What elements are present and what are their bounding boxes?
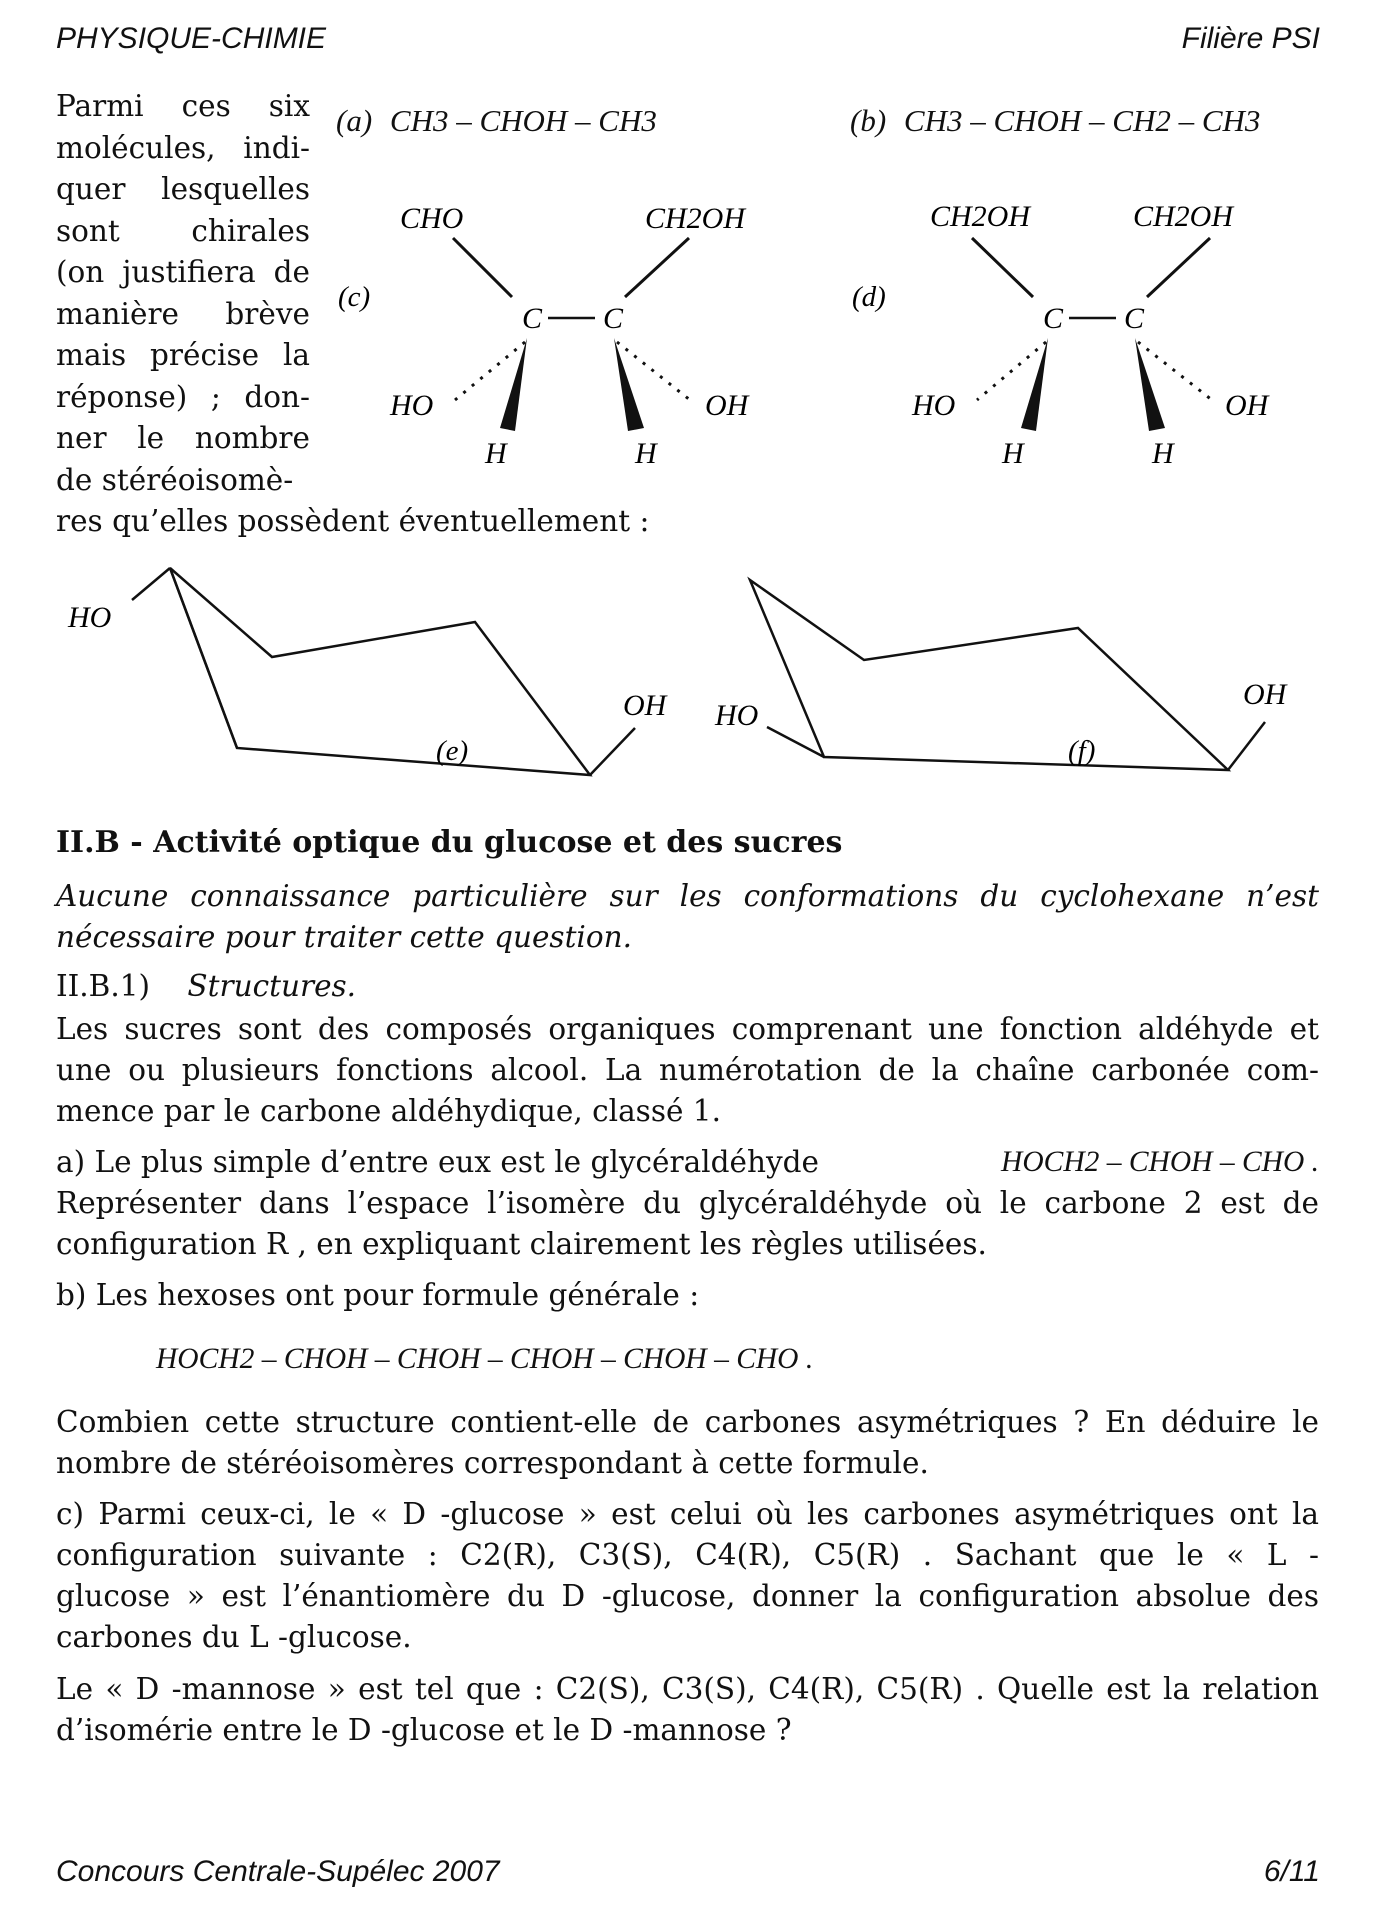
atom-h-right: H xyxy=(1152,437,1174,470)
group-ho: HO xyxy=(715,699,759,732)
bond xyxy=(132,568,170,600)
question-b-line2: Combien cette structure contient-elle de carbones asymétriques ? En déduire le xyxy=(56,1405,1319,1439)
bond xyxy=(590,728,635,775)
group-oh: OH xyxy=(623,689,667,722)
para1-line3: mence par le carbone aldéhydique, classé 1. xyxy=(56,1094,721,1128)
wedge-bond xyxy=(1021,338,1048,431)
molecule-b-label: (b) xyxy=(850,103,887,138)
atom-h-left: H xyxy=(485,437,507,470)
intro-line: manière brève xyxy=(56,296,310,331)
subsection-number: II.B.1) xyxy=(56,969,151,1003)
intro-line: (on justifiera de xyxy=(56,255,310,289)
para1-line1: Les sucres sont des composés organiques comprenant une fonction aldéhyde et xyxy=(56,1012,1319,1046)
intro-line: de stéréoisomè- xyxy=(56,462,294,497)
molecule-e xyxy=(67,568,669,775)
footer-left: Concours Centrale-Supélec 2007 xyxy=(56,1855,500,1888)
question-a-text: a) Le plus simple d’entre eux est le glycéraldéhyde xyxy=(56,1145,819,1179)
wedge-bond xyxy=(500,338,527,431)
question-d-line1: Le « D -mannose » est tel que : C2(S), C3(S), C4(R), C5(R) . Quelle est la relation xyxy=(56,1672,1319,1706)
wedge-bond xyxy=(1135,338,1165,431)
intro-line: res qu’elles possèdent éventuellement : xyxy=(56,504,650,538)
header-left: PHYSIQUE-CHIMIE xyxy=(56,22,327,55)
carbon-left: C xyxy=(1043,302,1064,335)
molecule-a-label: (a) xyxy=(336,103,373,138)
glyceraldehyde-formula: HOCH2 – CHOH – CHO . xyxy=(1001,1146,1319,1178)
question-a-line2: Représenter dans l’espace l’isomère du glycéraldéhyde où le carbone 2 est de xyxy=(56,1186,1319,1220)
group-ch2oh: CH2OH xyxy=(930,200,1031,233)
carbon-right: C xyxy=(603,302,624,335)
group-ho: HO xyxy=(68,601,112,634)
header-right: Filière PSI xyxy=(1181,22,1320,55)
question-c-line3: glucose » est l’énantiomère du D -glucose, donner la configuration absolue des xyxy=(56,1579,1319,1613)
intro-line: mais précise la xyxy=(56,338,310,372)
intro-line: quer lesquelles xyxy=(56,172,310,206)
bond xyxy=(453,238,512,297)
bond xyxy=(170,568,237,748)
molecule-c xyxy=(338,202,751,470)
intro-line: sont chirales xyxy=(56,213,310,248)
molecule-c-label: (c) xyxy=(338,281,371,313)
question-a-line3: configuration R , en expliquant clairement les règles utilisées. xyxy=(56,1227,987,1261)
atom-h-right: H xyxy=(635,437,657,470)
hexose-formula: HOCH2 – CHOH – CHOH – CHOH – CHOH – CHO . xyxy=(156,1343,814,1375)
intro-line: réponse) ; don- xyxy=(56,379,310,414)
section-note-line2: nécessaire pour traiter cette question. xyxy=(56,920,632,954)
cyclohexane-chair-f xyxy=(750,580,1228,770)
molecule-f-label: (f) xyxy=(1068,735,1096,767)
question-b-line3: nombre de stéréoisomères correspondant à cette formule. xyxy=(56,1446,929,1480)
group-cho: CHO xyxy=(400,202,464,235)
group-ho: HO xyxy=(390,389,434,422)
group-oh: OH xyxy=(1225,389,1269,422)
intro-line: molécules, indi- xyxy=(56,130,310,165)
carbon-right: C xyxy=(1124,302,1145,335)
group-ch2oh: CH2OH xyxy=(645,202,746,235)
question-c-line1: c) Parmi ceux-ci, le « D -glucose » est celui où les carbones asymétriques ont la xyxy=(56,1497,1319,1531)
bond xyxy=(767,727,824,757)
molecule-a-formula: CH3 – CHOH – CH3 xyxy=(389,103,657,138)
question-c-line4: carbones du L -glucose. xyxy=(56,1620,412,1654)
bond xyxy=(1147,238,1210,297)
section-note-line1: Aucune connaissance particulière sur les conformations du cyclohexane n’est xyxy=(56,879,1319,913)
bond xyxy=(972,238,1033,297)
question-a-line1 xyxy=(56,1142,1319,1183)
intro-line: ner le nombre xyxy=(56,421,310,455)
para1-line2: une ou plusieurs fonctions alcool. La numérotation de la chaîne carbonée com- xyxy=(56,1053,1319,1087)
molecule-d-label: (d) xyxy=(852,281,886,313)
group-ho: HO xyxy=(912,389,956,422)
molecule-e-label: (e) xyxy=(436,735,469,767)
carbon-left: C xyxy=(522,302,543,335)
question-b-line1: b) Les hexoses ont pour formule générale : xyxy=(56,1278,700,1312)
group-ch2oh: CH2OH xyxy=(1133,200,1234,233)
atom-h-left: H xyxy=(1002,437,1024,470)
cyclohexane-chair-e xyxy=(170,568,590,775)
question-c-line2: configuration suivante : C2(R), C3(S), C4(R), C5(R) . Sachant que le « L - xyxy=(56,1538,1319,1572)
subsection-heading xyxy=(56,966,356,1007)
group-oh: OH xyxy=(1243,678,1287,711)
wedge-bond xyxy=(614,338,644,431)
section-title: II.B - Activité optique du glucose et des sucres xyxy=(56,825,843,860)
intro-line: Parmi ces six xyxy=(56,89,310,123)
molecule-f xyxy=(714,580,1289,770)
bond xyxy=(625,238,689,297)
molecule-d xyxy=(852,200,1271,470)
bond xyxy=(1228,722,1265,770)
subsection-title: Structures. xyxy=(187,969,357,1003)
group-oh: OH xyxy=(705,389,749,422)
footer-right: 6/11 xyxy=(1263,1855,1320,1888)
question-d-line2: d’isomérie entre le D -glucose et le D -mannose ? xyxy=(56,1713,792,1747)
structure-diagrams xyxy=(0,0,1375,800)
molecule-b-formula: CH3 – CHOH – CH2 – CH3 xyxy=(903,103,1261,138)
